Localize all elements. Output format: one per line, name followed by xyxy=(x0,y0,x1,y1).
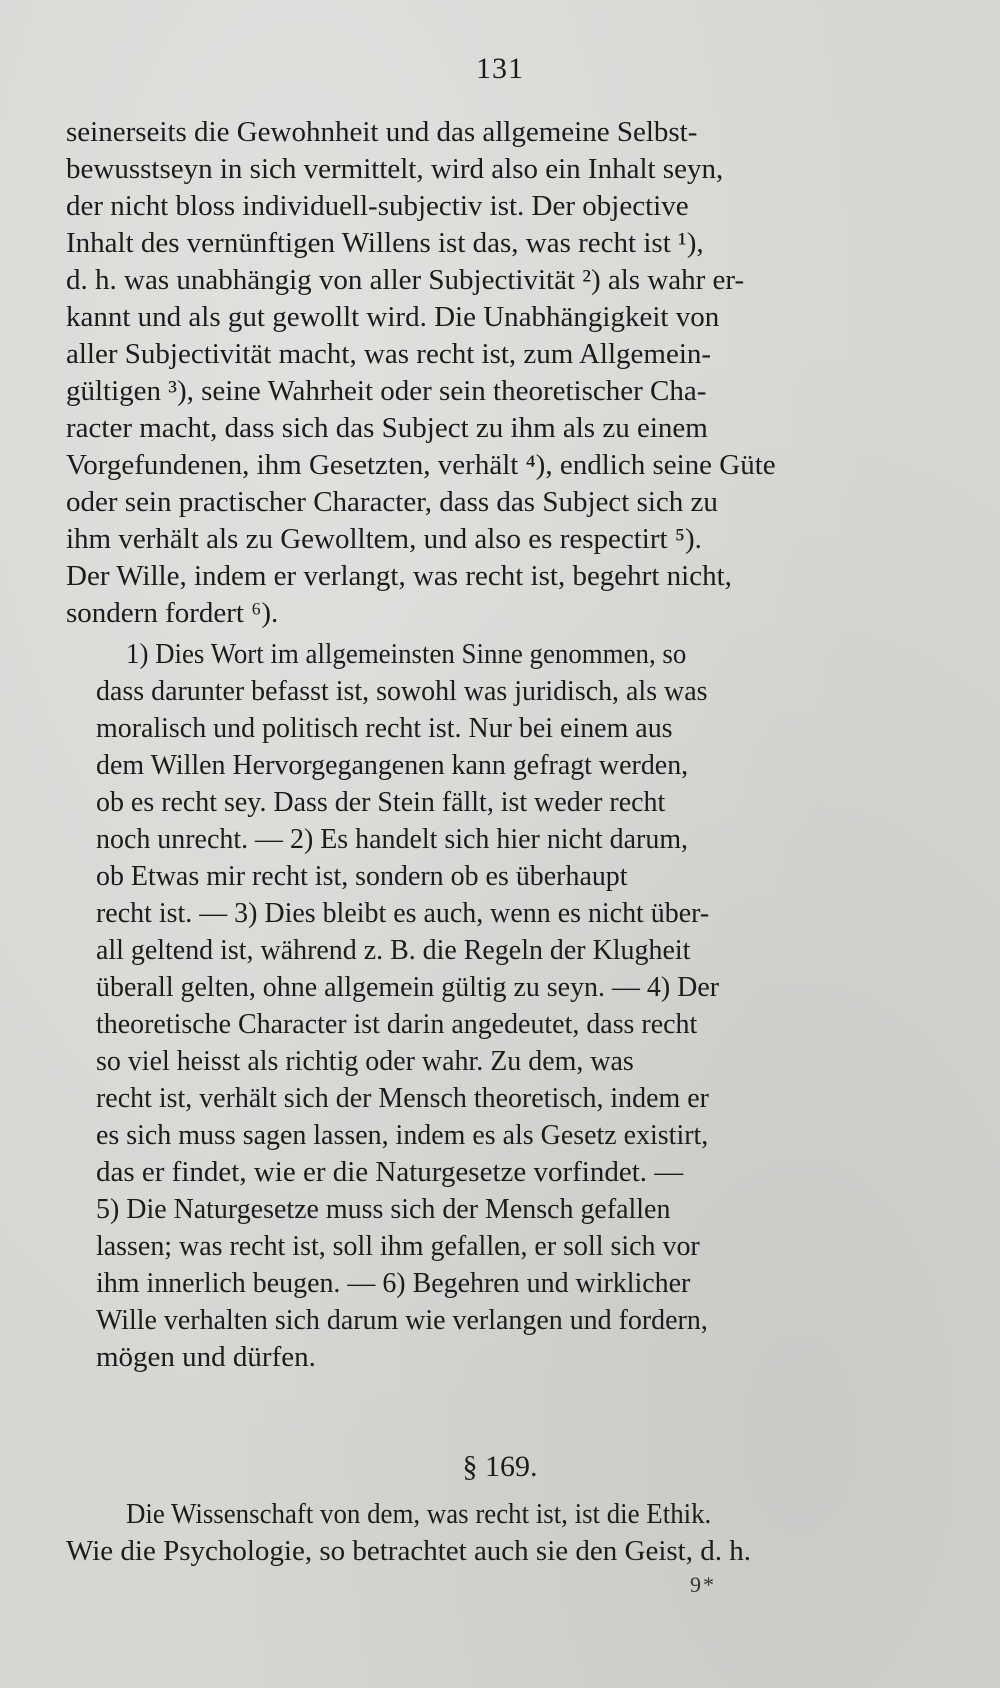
footnote-line: es sich muss sagen lassen, indem es als Gesetz existirt, xyxy=(96,1119,709,1151)
main-text-line: seinerseits die Gewohnheit und das allgemeine Selbst- xyxy=(66,116,698,148)
footnote-line: überall gelten, ohne allgemein gültig zu seyn. — 4) Der xyxy=(96,971,720,1003)
main-text-line: Vorgefundenen, ihm Gesetzten, verhält ⁴), endlich seine Güte xyxy=(66,449,776,481)
section-text-line: Wie die Psychologie, so betrachtet auch sie den Geist, d. h. xyxy=(66,1535,751,1567)
footnote-line: ihm innerlich beugen. — 6) Begehren und wirklicher xyxy=(96,1267,691,1299)
page-number: 131 xyxy=(476,52,524,85)
main-text-line: bewusstseyn in sich vermittelt, wird also ein Inhalt seyn, xyxy=(66,153,724,185)
main-text-line: d. h. was unabhängig von aller Subjectivität ²) als wahr er- xyxy=(66,264,745,296)
footnote-line: dem Willen Hervorgegangenen kann gefragt werden, xyxy=(96,749,689,781)
footnote-line: all geltend ist, während z. B. die Regeln der Klugheit xyxy=(96,934,691,966)
footnote-line: noch unrecht. — 2) Es handelt sich hier nicht darum, xyxy=(96,823,689,855)
section-heading: § 169. xyxy=(462,1450,538,1483)
footnote-line: theoretische Character ist darin angedeutet, dass recht xyxy=(96,1008,698,1040)
footnote-line: recht ist, verhält sich der Mensch theoretisch, indem er xyxy=(96,1082,709,1114)
footnote-line: 1) Dies Wort im allgemeinsten Sinne genommen, so xyxy=(126,638,687,670)
footnote-line: Wille verhalten sich darum wie verlangen und fordern, xyxy=(96,1304,708,1336)
footnote-line: ob es recht sey. Dass der Stein fällt, ist weder recht xyxy=(96,786,666,818)
main-text-line: oder sein practischer Character, dass das Subject sich zu xyxy=(66,486,718,518)
main-text-line: racter macht, dass sich das Subject zu ihm als zu einem xyxy=(66,412,708,444)
footnote-line: moralisch und politisch recht ist. Nur bei einem aus xyxy=(96,712,673,744)
main-text-line: ihm verhält als zu Gewolltem, und also es respectirt ⁵). xyxy=(66,523,702,555)
footnote-line: ob Etwas mir recht ist, sondern ob es überhaupt xyxy=(96,860,628,892)
signature-mark: 9* xyxy=(690,1572,716,1597)
main-text-line: der nicht bloss individuell-subjectiv ist. Der objective xyxy=(66,190,689,222)
footnote-line: recht ist. — 3) Dies bleibt es auch, wenn es nicht über- xyxy=(96,897,710,929)
main-text-line: gültigen ³), seine Wahrheit oder sein theoretischer Cha- xyxy=(66,375,707,407)
main-text-line: sondern fordert ⁶). xyxy=(66,597,279,629)
main-text-line: Der Wille, indem er verlangt, was recht ist, begehrt nicht, xyxy=(66,560,732,592)
main-text-line: Inhalt des vernünftigen Willens ist das, was recht ist ¹), xyxy=(66,227,704,259)
footnote-line: das er findet, wie er die Naturgesetze vorfindet. — xyxy=(96,1156,684,1188)
footnote-line: lassen; was recht ist, soll ihm gefallen, er soll sich vor xyxy=(96,1230,700,1262)
footnote-line: so viel heisst als richtig oder wahr. Zu dem, was xyxy=(96,1045,634,1077)
section-text-line: Die Wissenschaft von dem, was recht ist, ist die Ethik. xyxy=(126,1498,712,1530)
footnote-line: 5) Die Naturgesetze muss sich der Mensch gefallen xyxy=(96,1193,671,1225)
main-text-line: aller Subjectivität macht, was recht ist, zum Allgemein- xyxy=(66,338,712,370)
main-text-line: kannt und als gut gewollt wird. Die Unabhängigkeit von xyxy=(66,301,720,333)
footnote-line: dass darunter befasst ist, sowohl was juridisch, als was xyxy=(96,675,708,707)
footnote-line: mögen und dürfen. xyxy=(96,1341,316,1373)
